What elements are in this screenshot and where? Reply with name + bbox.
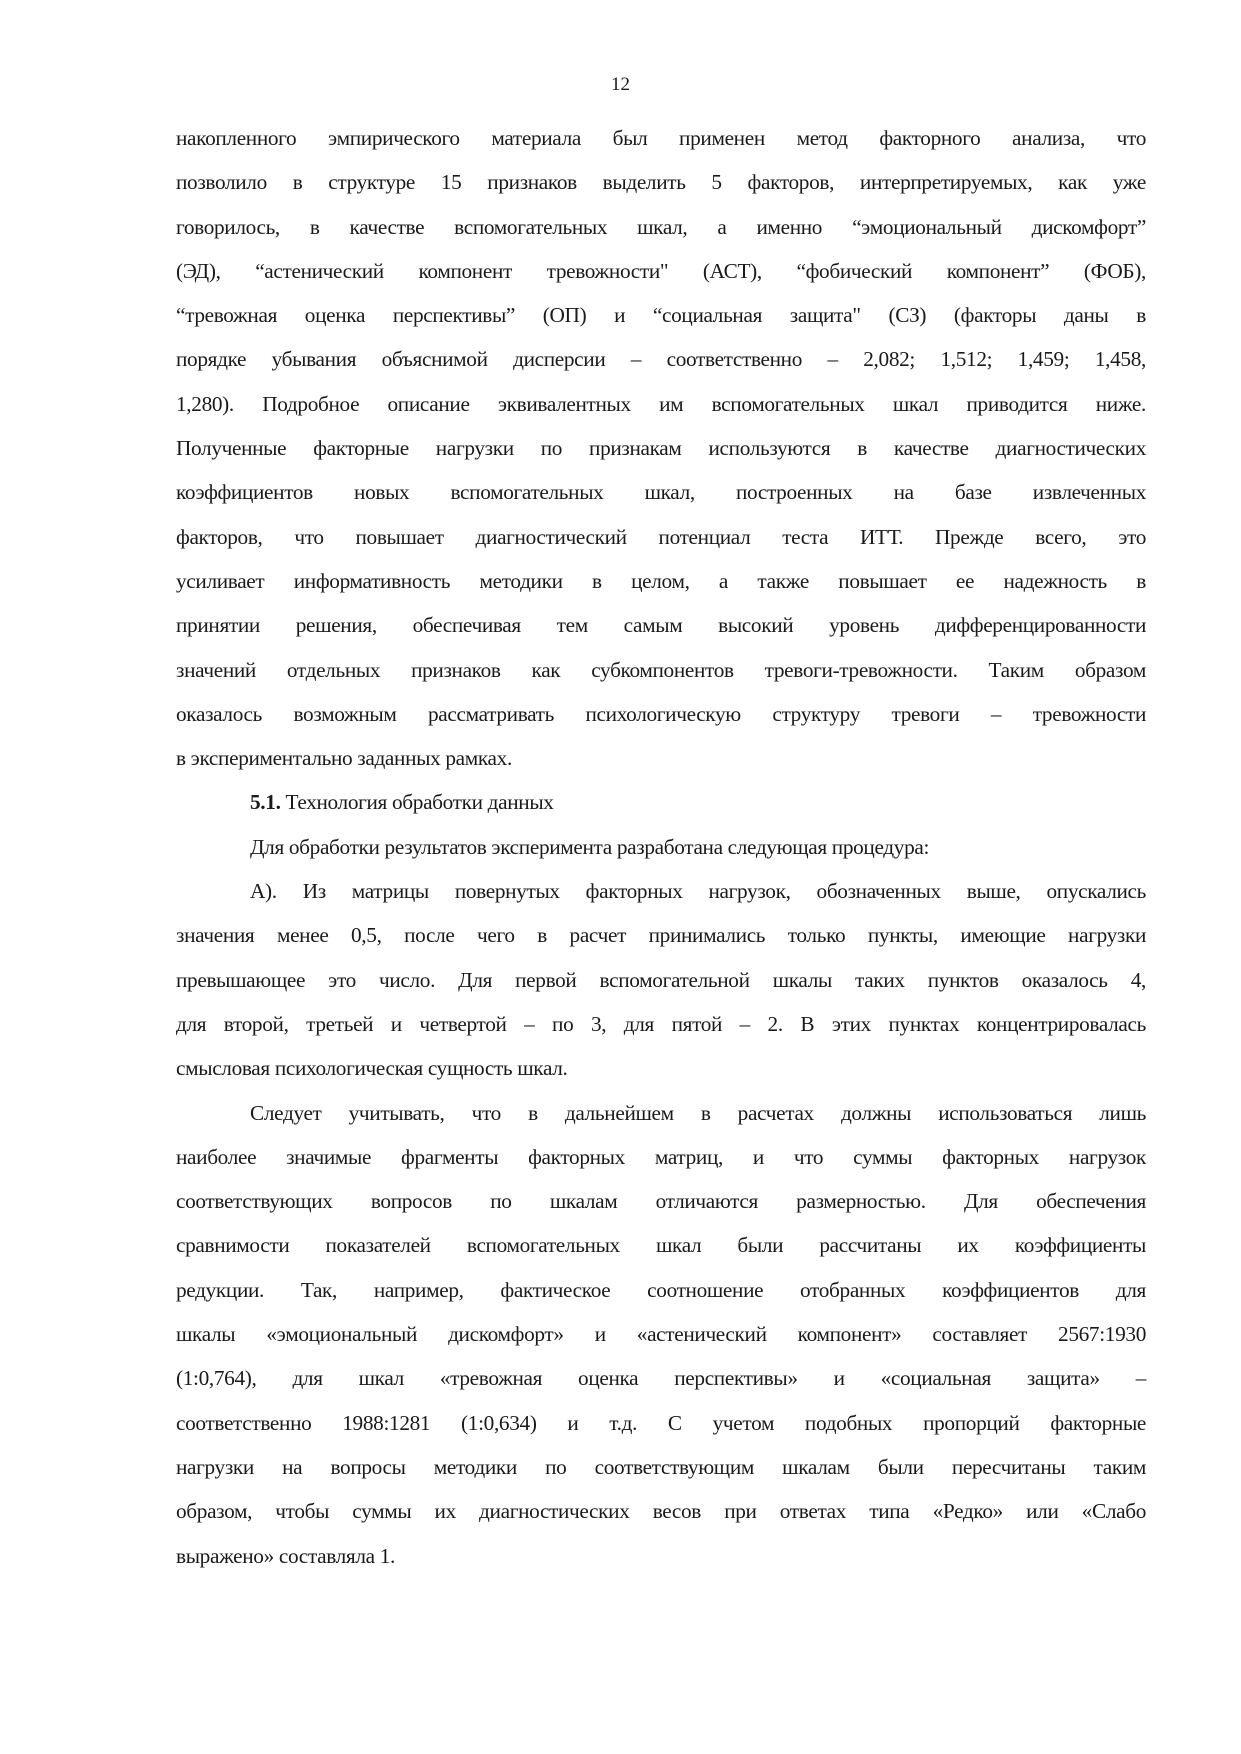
section-number: 5.1. (250, 790, 281, 815)
text-line: говорилось, в качестве вспомогательных шкал, а именно “эмоциональный дискомфорт” (176, 214, 1146, 239)
section-heading (176, 780, 1146, 824)
text-line: сравнимости показателей вспомогательных шкал были рассчитаны их коэффициенты (176, 1233, 1146, 1258)
paragraph-data-processing (176, 825, 1146, 1578)
text-line: шкалы «эмоциональный дискомфорт» и «астенический компонент» составляет 2567:1930 (176, 1322, 1146, 1347)
text-line: выражено» составляла 1. (176, 1543, 395, 1568)
text-line: (1:0,764), для шкал «тревожная оценка перспективы» и «социальная защита» – (176, 1366, 1146, 1391)
text-line: коэффициентов новых вспомогательных шкал, построенных на базе извлеченных (176, 480, 1146, 505)
text-line: (ЭД), “астенический компонент тревожности" (АСТ), “фобический компонент” (ФОБ), (176, 258, 1146, 283)
text-line: редукции. Так, например, фактическое соотношение отобранных коэффициентов для (176, 1277, 1146, 1302)
text-line: образом, чтобы суммы их диагностических весов при ответах типа «Редко» или «Слабо (176, 1499, 1146, 1524)
text-line: значения менее 0,5, после чего в расчет принимались только пункты, имеющие нагрузки (176, 923, 1146, 948)
text-line: усиливает информативность методики в целом, а также повышает ее надежность в (176, 568, 1146, 593)
text-line: соответствующих вопросов по шкалам отличаются размерностью. Для обеспечения (176, 1189, 1146, 1214)
text-line: для второй, третьей и четвертой – по 3, для пятой – 2. В этих пунктах концентрировалась (176, 1011, 1146, 1036)
text-line: нагрузки на вопросы методики по соответствующим шкалам были пересчитаны таким (176, 1454, 1146, 1479)
paragraph-factor-analysis (176, 116, 1146, 780)
body-text (176, 116, 1146, 1578)
text-line: значений отдельных признаков как субкомпонентов тревоги-тревожности. Таким образом (176, 657, 1146, 682)
text-line: оказалось возможным рассматривать психологическую структуру тревоги – тревожности (176, 701, 1146, 726)
text-line: принятии решения, обеспечивая тем самым высокий уровень дифференцированности (176, 613, 1146, 638)
text-line: соответственно 1988:1281 (1:0,634) и т.д. С учетом подобных пропорций факторные (176, 1410, 1146, 1435)
text-line: Для обработки результатов эксперимента разработана следующая процедура: (250, 834, 930, 859)
text-line: “тревожная оценка перспективы” (ОП) и “социальная защита" (СЗ) (факторы даны в (176, 303, 1146, 328)
text-line: превышающее это число. Для первой вспомогательной шкалы таких пунктов оказалось 4, (176, 967, 1146, 992)
text-line: позволило в структуре 15 признаков выделить 5 факторов, интерпретируемых, как уже (176, 170, 1146, 195)
section-title: Технология обработки данных (280, 790, 554, 815)
text-line: Полученные факторные нагрузки по признакам используются в качестве диагностических (176, 436, 1146, 461)
text-line: Следует учитывать, что в дальнейшем в расчетах должны использоваться лишь (250, 1100, 1146, 1125)
text-line: наиболее значимые фрагменты факторных матриц, и что суммы факторных нагрузок (176, 1144, 1146, 1169)
page-number: 12 (611, 74, 630, 95)
text-line: А). Из матрицы повернутых факторных нагрузок, обозначенных выше, опускались (250, 879, 1146, 904)
text-line: в экспериментально заданных рамках. (176, 746, 512, 771)
text-line: смысловая психологическая сущность шкал. (176, 1056, 568, 1081)
text-line: факторов, что повышает диагностический потенциал теста ИТТ. Прежде всего, это (176, 524, 1146, 549)
text-line: 1,280). Подробное описание эквивалентных им вспомогательных шкал приводится ниже. (176, 391, 1146, 416)
text-line: порядке убывания объяснимой дисперсии – соответственно – 2,082; 1,512; 1,459; 1,458, (176, 347, 1146, 372)
text-line: накопленного эмпирического материала был применен метод факторного анализа, что (176, 126, 1146, 150)
